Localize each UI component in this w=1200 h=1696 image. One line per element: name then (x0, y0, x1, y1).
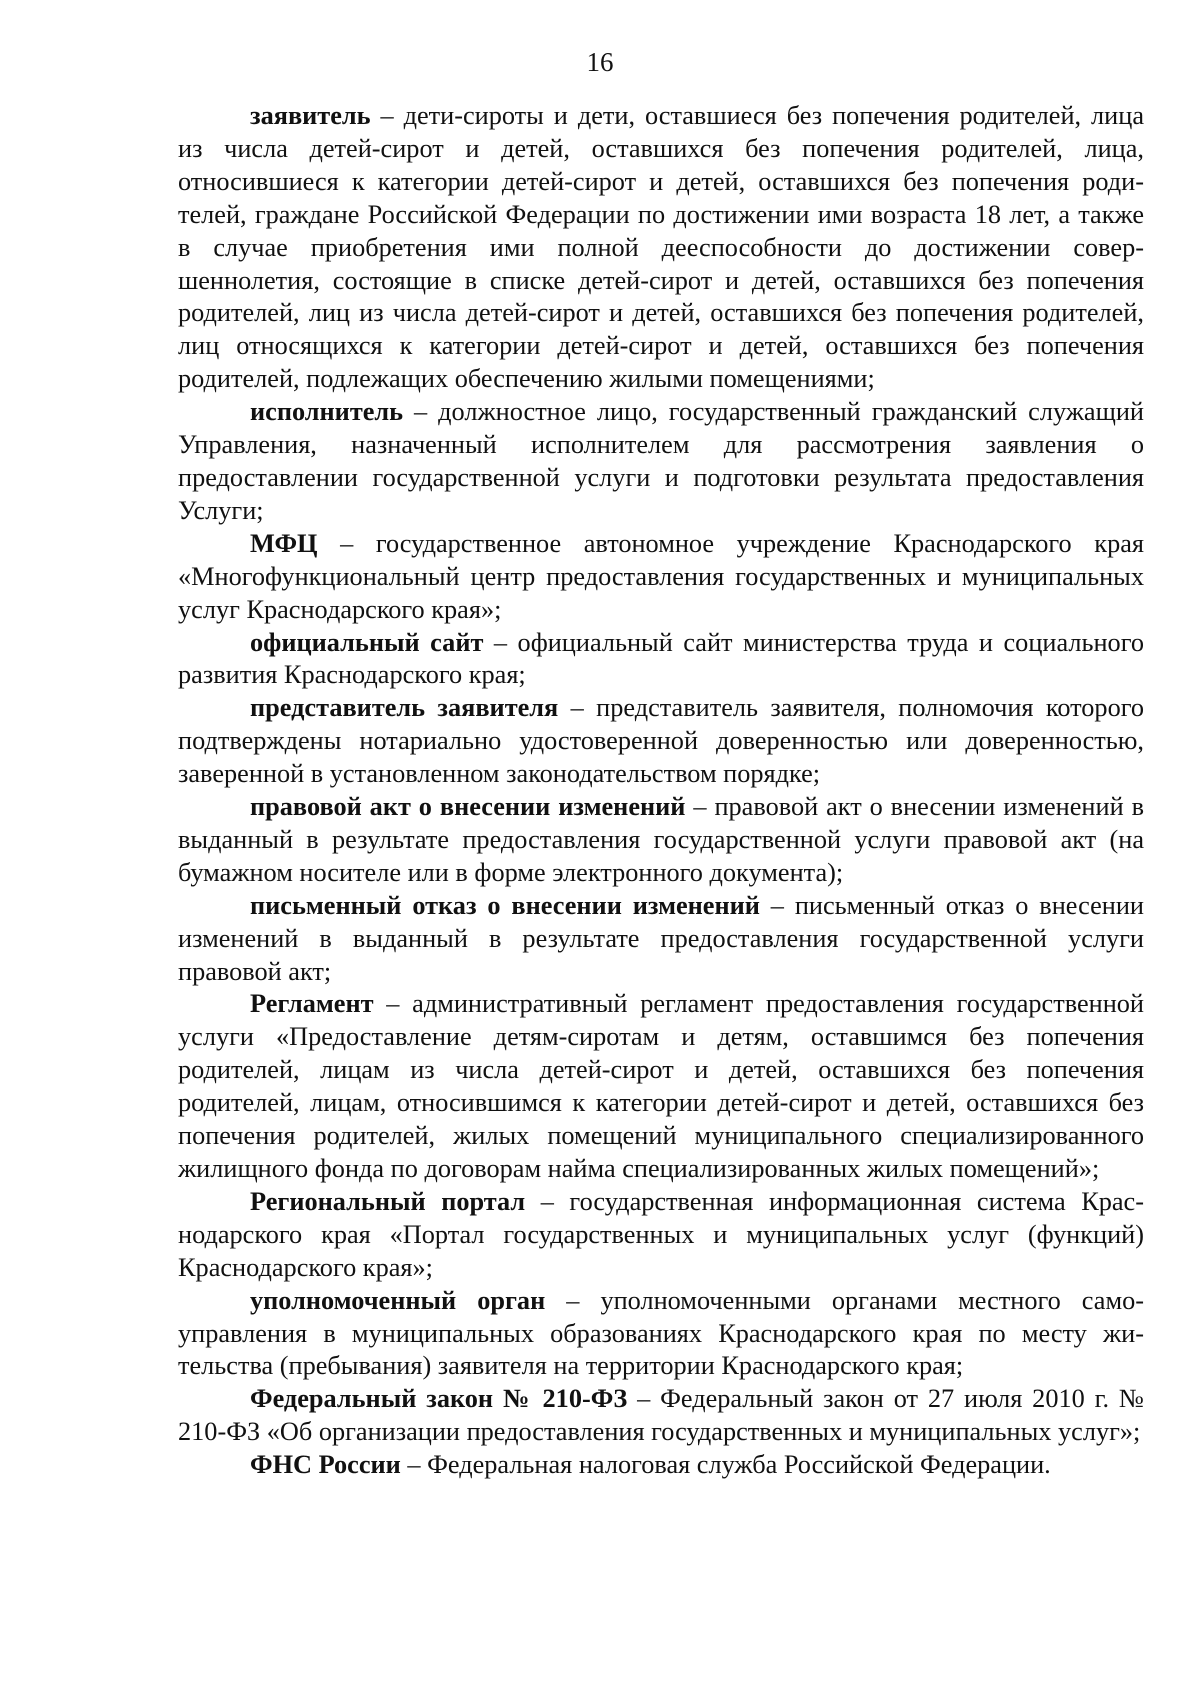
definition-term: представитель заявителя (250, 693, 559, 723)
definition-text: – Федеральная налоговая служба Российской Федерации. (400, 1450, 1051, 1480)
definition-amendment-act (178, 791, 1144, 890)
definition-text: – государственная информационная система Краснодарского края «Портал государственных и муниципальных услуг (функций) Краснодарского края»; (178, 1186, 1144, 1282)
definition-executor (178, 396, 1144, 528)
definition-fns (178, 1449, 1144, 1482)
definition-term: уполномоченный орган (250, 1285, 546, 1315)
definition-term: правовой акт о внесении изменений (250, 792, 686, 822)
definition-term: ФНС России (250, 1450, 401, 1480)
definition-text: – дети-сироты и дети, оставшиеся без попечения родителей, лица из числа детей-сирот и детей, оставшихся без попечения родителей, лица, относившиеся к категории детей-сирот и детей, оставшихся без попечения родителей, граждане Российской Федерации по достижении ими возраста 18 лет, а также в случае приобретения ими полной дееспособности до достижении совершеннолетия, состоящие в списке детей-сирот и детей, оставшихся без попечения родителей, лиц из числа детей-сирот и детей, оставшихся без попечения родителей, лиц относящихся к категории детей-сирот и детей, оставшихся без попечения родителей, подлежащих обеспечению жилыми помещениями; (178, 101, 1144, 394)
definition-regional-portal (178, 1186, 1144, 1285)
definition-text: – административный регламент предоставления государственной услуги «Предоставление детям-сиротам и детям, оставшимся без попечения родителей, лицам из числа детей-сирот и детей, оставшихся без попечения родителей, лицам, относившимся к категории детей-сирот и детей, оставшихся без попечения родителей, жилых помещений муниципального специализированного жилищного фонда по договорам найма специализированных жилых помещений»; (178, 989, 1144, 1183)
definition-applicant-representative (178, 692, 1144, 791)
definition-term: Федеральный закон № 210-ФЗ (250, 1384, 628, 1414)
definition-term: Регламент (250, 989, 374, 1019)
definition-term: исполнитель (250, 397, 404, 427)
definition-applicant (178, 100, 1144, 396)
definition-authorized-body (178, 1285, 1144, 1384)
definition-term: МФЦ (250, 528, 318, 558)
definition-regulation (178, 988, 1144, 1185)
definition-term: письменный отказ о внесении изменений (250, 890, 760, 920)
definition-text: – уполномоченными органами местного самоуправления в муниципальных образованиях Краснодарского края по месту жительства (пребывания) заявителя на территории Краснодарского края; (178, 1285, 1144, 1381)
definition-text: – официальный сайт министерства труда и социального развития Краснодарского края; (178, 627, 1144, 690)
definition-term: Региональный портал (250, 1186, 526, 1216)
definition-text: – Федеральный закон от 27 июля 2010 г. № 210-ФЗ «Об организации предоставления государственных и муниципальных услуг»; (178, 1384, 1145, 1447)
definition-term: официальный сайт (250, 627, 484, 657)
definition-text: – государственное автономное учреждение Краснодарского края «Многофункциональный центр предоставления государственных и муниципальных услуг Краснодарского края»; (178, 528, 1144, 624)
definitions-list (178, 100, 1144, 1482)
definition-term: заявитель (250, 101, 371, 130)
definition-text: – письменный отказ о внесении изменений в выданный в результате предоставления государственной услуги правовой акт; (178, 890, 1145, 986)
definition-text: – должностное лицо, государственный гражданский служащий Управления, назначенный исполнителем для рассмотрения заявления о предоставлении государственной услуги и подготовки результата предоставления Услуги; (178, 397, 1144, 525)
definition-text: – представитель заявителя, полномочия которого подтверждены нотариально удостоверенной доверенностью или доверенностью, заверенной в установленном законодательством порядке; (178, 693, 1144, 789)
page-number: 16 (586, 47, 614, 77)
definition-federal-law (178, 1383, 1144, 1449)
definition-mfc (178, 528, 1144, 627)
definition-text: – правовой акт о внесении изменений в выданный в результате предоставления государственной услуги правовой акт (на бумажном носителе или в форме электронного документа); (178, 792, 1144, 887)
definition-written-refusal (178, 890, 1144, 989)
definition-official-site (178, 627, 1144, 693)
